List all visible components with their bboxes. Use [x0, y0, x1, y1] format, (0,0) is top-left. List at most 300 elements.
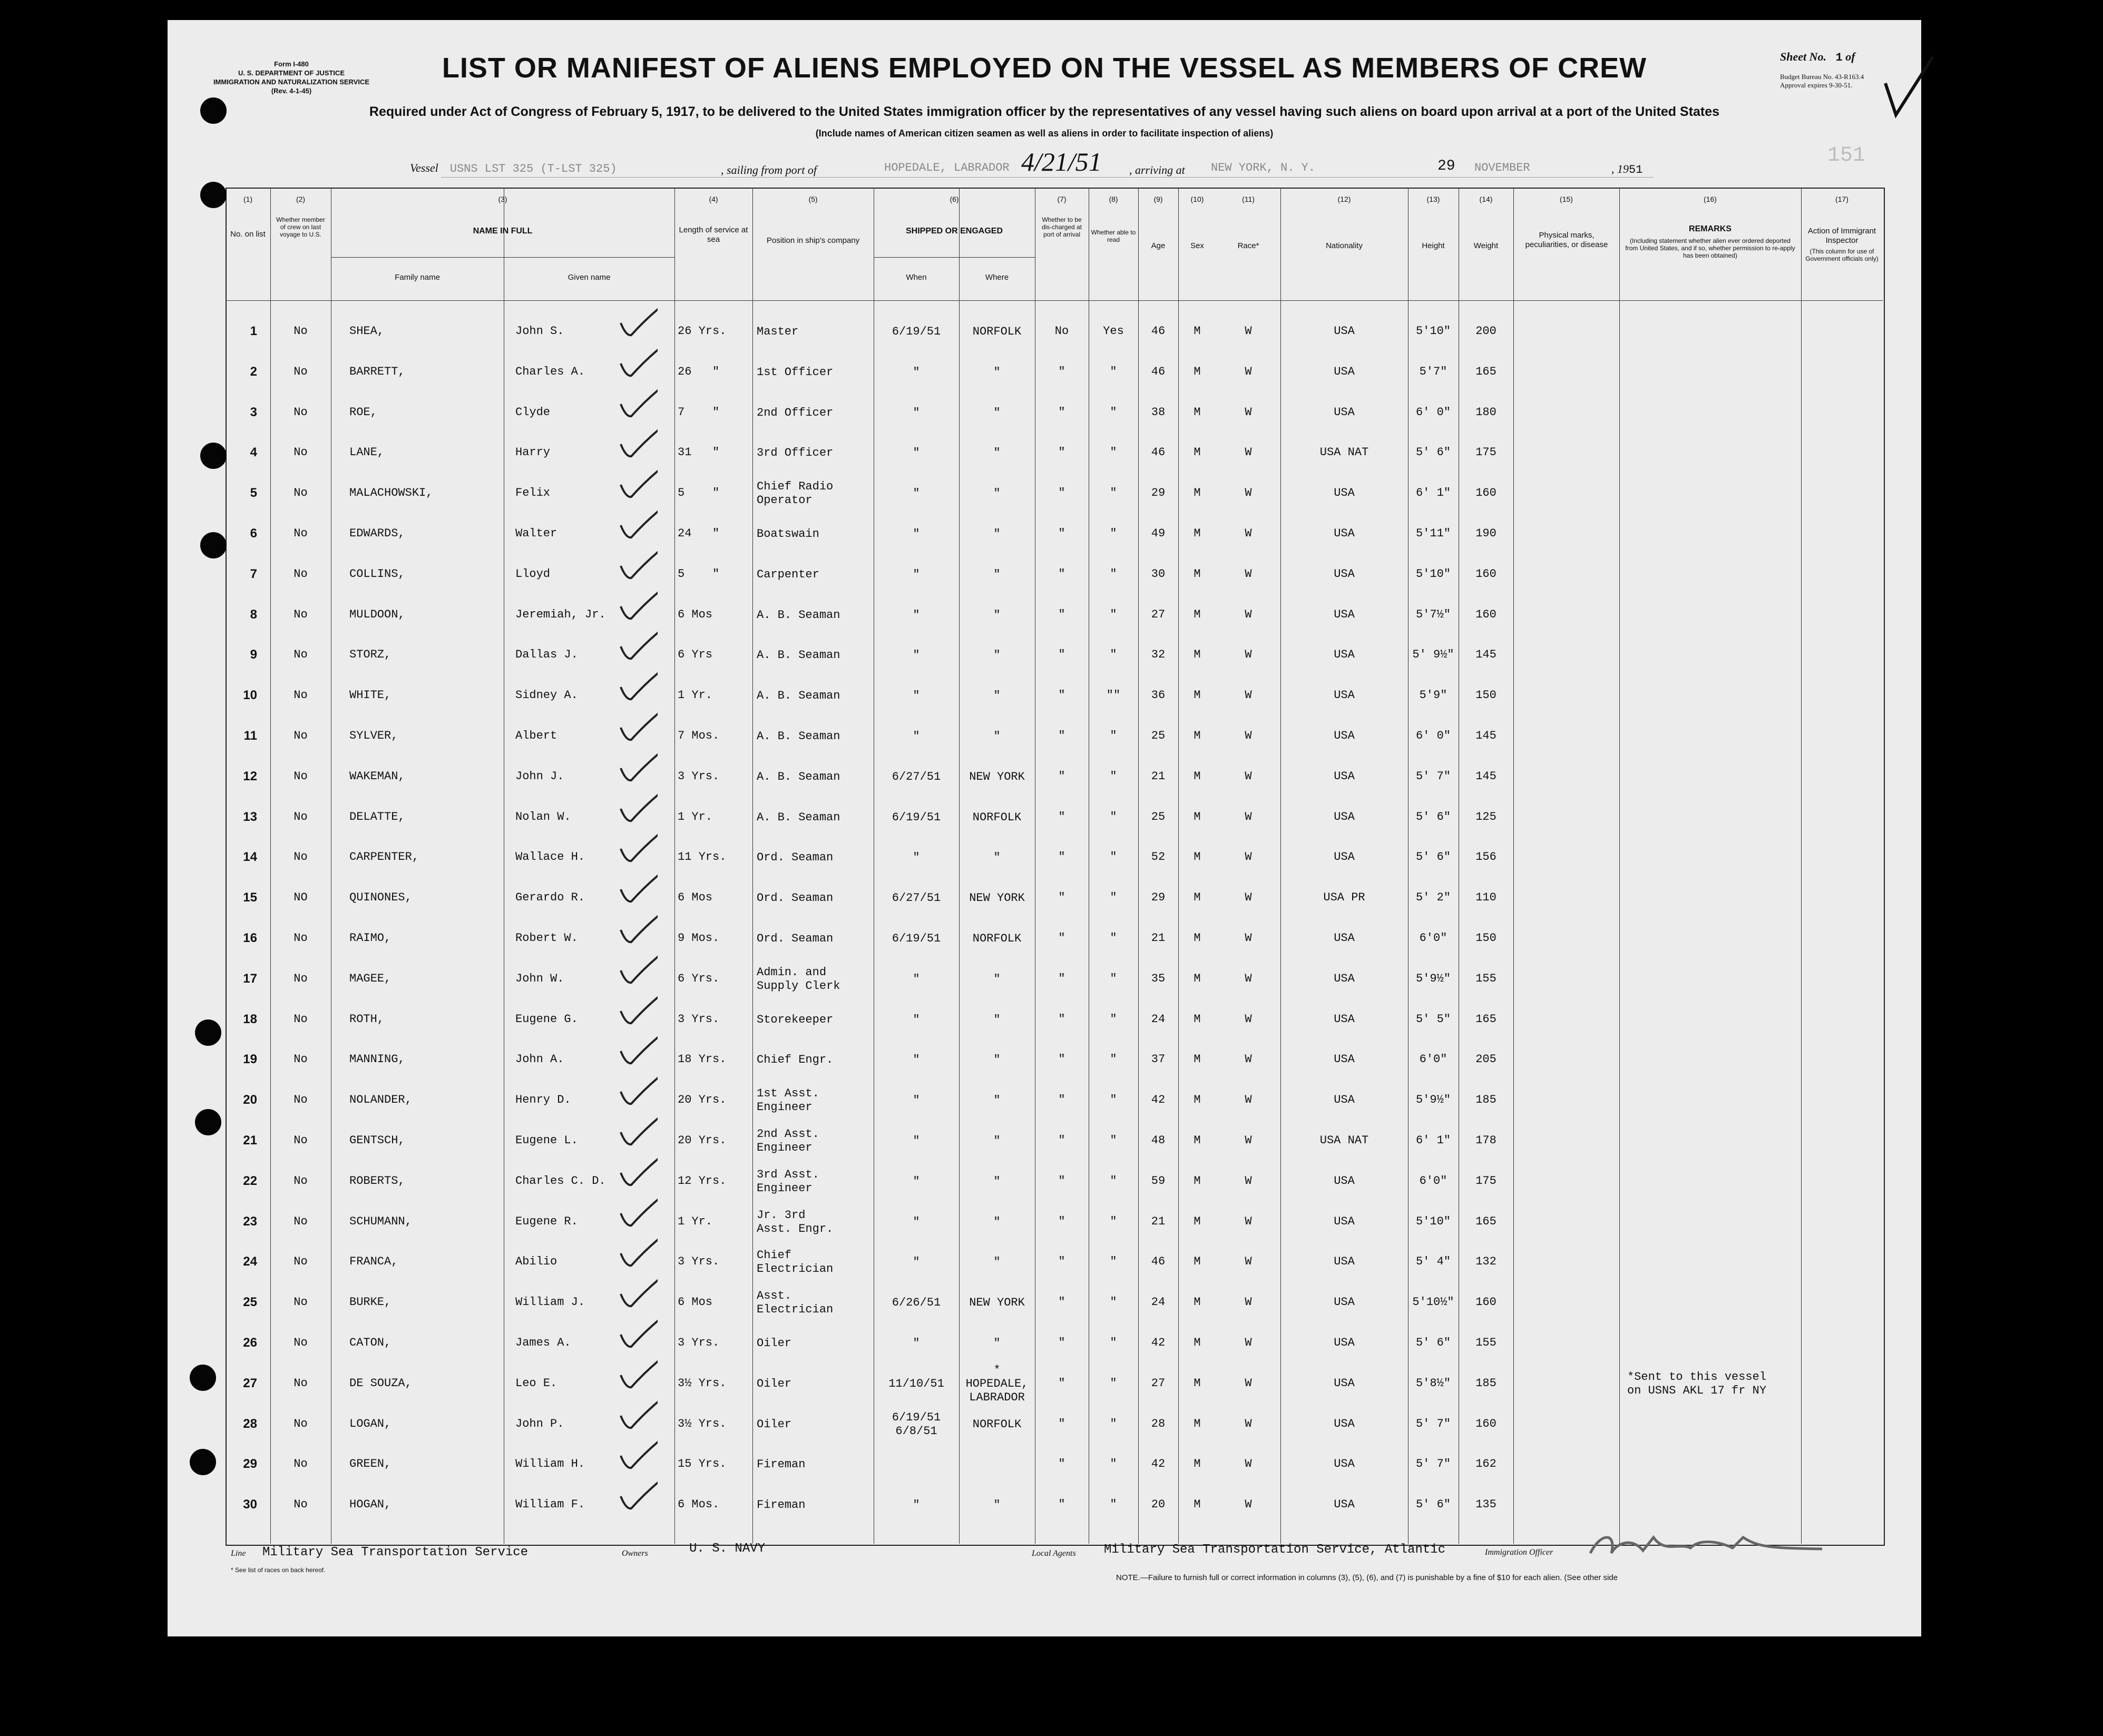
- sex: M: [1194, 486, 1201, 500]
- height: 5'10": [1415, 325, 1451, 338]
- length-of-service: 26 Yrs.: [678, 325, 727, 338]
- shipped-where: ": [993, 1256, 1001, 1269]
- check-mark-icon: [615, 466, 658, 503]
- weight: 145: [1475, 729, 1496, 742]
- shipped-when: ": [913, 487, 920, 501]
- nationality: USA: [1334, 325, 1355, 338]
- given-name: Wallace H.: [515, 850, 585, 864]
- position: 1st Asst. Engineer: [757, 1087, 819, 1114]
- weight: 205: [1475, 1053, 1496, 1066]
- weight: 145: [1475, 769, 1496, 783]
- last-voyage: No: [294, 1053, 308, 1066]
- shipped-when: ": [913, 1134, 920, 1147]
- length-of-service: 6 Mos: [678, 607, 713, 621]
- family-name: MULDOON,: [349, 607, 405, 621]
- last-voyage: No: [294, 729, 308, 742]
- column-number: (5): [808, 195, 818, 203]
- manifest-sheet: [168, 20, 1921, 1636]
- nationality: USA: [1334, 405, 1355, 419]
- height: 5'7½": [1415, 607, 1451, 621]
- sex: M: [1194, 1376, 1201, 1390]
- family-name: SCHUMANN,: [349, 1214, 412, 1228]
- department: U. S. DEPARTMENT OF JUSTICE: [238, 69, 345, 77]
- shipped-where: ": [993, 1215, 1001, 1229]
- length-of-service: 31 ": [678, 446, 720, 459]
- punch-hole: [195, 1109, 221, 1135]
- subnote: (Include names of American citizen seamen as well as aliens in order to facilitate inspection of aliens): [815, 128, 1274, 139]
- footer-line-label: Line: [231, 1549, 246, 1558]
- last-voyage: No: [294, 486, 308, 500]
- column-number: (1): [243, 195, 253, 203]
- height: 5' 6": [1415, 810, 1451, 823]
- race: W: [1245, 1053, 1252, 1066]
- discharged: ": [1058, 405, 1065, 419]
- family-name: LOGAN,: [349, 1417, 392, 1430]
- position: Fireman: [757, 1458, 806, 1472]
- position: Oiler: [757, 1337, 792, 1350]
- family-name: CARPENTER,: [349, 850, 419, 864]
- col-position: Position in ship's company: [766, 236, 860, 245]
- height: 5'8½": [1415, 1376, 1451, 1390]
- column-number: (7): [1057, 195, 1067, 203]
- position: 2nd Asst. Engineer: [757, 1127, 819, 1154]
- discharged: ": [1058, 1134, 1065, 1147]
- check-mark-icon: [615, 669, 658, 705]
- given-name: Gerardo R.: [515, 891, 585, 905]
- family-name: MAGEE,: [349, 972, 392, 985]
- position: 3rd Asst. Engineer: [757, 1168, 819, 1195]
- race: W: [1245, 1376, 1252, 1390]
- family-name: ROBERTS,: [349, 1174, 405, 1188]
- length-of-service: 15 Yrs.: [678, 1457, 727, 1471]
- sex: M: [1194, 729, 1201, 742]
- height: 5'9": [1419, 689, 1447, 702]
- discharged: ": [1058, 527, 1065, 540]
- nationality: USA: [1334, 689, 1355, 702]
- row-number: 29: [243, 1457, 257, 1472]
- position: A. B. Seaman: [757, 689, 840, 703]
- race: W: [1245, 891, 1252, 905]
- able-to-read: ": [1110, 729, 1117, 742]
- given-name: Henry D.: [515, 1093, 571, 1107]
- race: W: [1245, 850, 1252, 864]
- able-to-read: ": [1110, 527, 1117, 540]
- age: 42: [1151, 1336, 1166, 1349]
- able-to-read: ": [1110, 1498, 1117, 1512]
- nationality: USA: [1334, 1012, 1355, 1026]
- check-mark-icon: [615, 1195, 658, 1232]
- nationality: USA: [1334, 486, 1355, 500]
- family-name: QUINONES,: [349, 891, 412, 905]
- length-of-service: 24 ": [678, 527, 720, 540]
- given-name: Charles C. D.: [515, 1174, 606, 1188]
- weight: 200: [1475, 325, 1496, 338]
- row-number: 14: [243, 850, 257, 865]
- nationality: USA: [1334, 1174, 1355, 1188]
- weight: 155: [1475, 1336, 1496, 1349]
- row-number: 16: [243, 931, 257, 945]
- age: 27: [1151, 607, 1166, 621]
- age: 52: [1151, 850, 1166, 864]
- family-name: LANE,: [349, 446, 385, 459]
- nationality: USA: [1334, 527, 1355, 540]
- last-voyage: No: [294, 1174, 308, 1188]
- race: W: [1245, 1417, 1252, 1430]
- length-of-service: 7 ": [678, 405, 720, 419]
- punch-hole: [190, 1365, 216, 1391]
- vessel-line: [410, 161, 617, 175]
- row-number: 22: [243, 1173, 257, 1188]
- col-given-name: Given name: [568, 273, 611, 282]
- age: 35: [1151, 972, 1166, 985]
- position: 3rd Officer: [757, 446, 834, 460]
- race: W: [1245, 1134, 1252, 1147]
- age: 37: [1151, 1053, 1166, 1066]
- discharged: ": [1058, 486, 1065, 500]
- punch-hole: [195, 1019, 221, 1046]
- footer-agents-label: Local Agents: [1032, 1549, 1076, 1558]
- shipped-when: ": [913, 730, 920, 743]
- shipped-where: ": [993, 689, 1001, 703]
- shipped-where: NORFOLK: [972, 810, 1022, 824]
- given-name: Clyde: [515, 405, 551, 419]
- row-number: 12: [243, 769, 257, 783]
- nationality: USA: [1334, 729, 1355, 742]
- check-mark-icon: [615, 1397, 658, 1434]
- given-name: Leo E.: [515, 1376, 557, 1390]
- row-number: 2: [250, 364, 257, 379]
- col-no-on-list: No. on list: [230, 230, 266, 239]
- col-weight: Weight: [1473, 241, 1499, 250]
- able-to-read: ": [1110, 1457, 1117, 1471]
- discharged: ": [1058, 850, 1065, 864]
- length-of-service: 3 Yrs.: [678, 1012, 720, 1026]
- col-family-name: Family name: [395, 273, 440, 282]
- position: A. B. Seaman: [757, 730, 840, 743]
- length-of-service: 6 Mos.: [678, 1498, 720, 1512]
- row-number: 3: [250, 405, 257, 419]
- position: Chief Electrician: [757, 1249, 834, 1276]
- length-of-service: 6 Yrs.: [678, 972, 720, 985]
- race: W: [1245, 1336, 1252, 1349]
- last-voyage: No: [294, 931, 308, 945]
- sheet-label: Sheet No.: [1780, 50, 1826, 63]
- able-to-read: ": [1110, 607, 1117, 621]
- shipped-where: NORFOLK: [972, 932, 1022, 945]
- family-name: FRANCA,: [349, 1255, 398, 1269]
- length-of-service: 18 Yrs.: [678, 1053, 727, 1066]
- weight: 165: [1475, 1012, 1496, 1026]
- vessel-label: Vessel: [410, 161, 438, 174]
- height: 5' 5": [1415, 1012, 1451, 1026]
- race: W: [1245, 446, 1252, 459]
- row-number: 13: [243, 809, 257, 824]
- row-number: 5: [250, 486, 257, 501]
- arrive-year-value: 51: [1629, 163, 1643, 176]
- race: W: [1245, 1296, 1252, 1309]
- race: W: [1245, 729, 1252, 742]
- shipped-when: ": [913, 689, 920, 703]
- family-name: HOGAN,: [349, 1498, 392, 1512]
- column-number: (13): [1426, 195, 1440, 203]
- height: 6'0": [1419, 1174, 1447, 1188]
- last-voyage: No: [294, 446, 308, 459]
- position: A. B. Seaman: [757, 810, 840, 824]
- sex: M: [1194, 607, 1201, 621]
- shipped-where: ": [993, 446, 1001, 460]
- row-number: 20: [243, 1093, 257, 1107]
- able-to-read: Yes: [1103, 325, 1124, 338]
- race: W: [1245, 689, 1252, 702]
- sex: M: [1194, 1498, 1201, 1512]
- able-to-read: ": [1110, 567, 1117, 581]
- col-nationality: Nationality: [1325, 241, 1363, 250]
- age: 20: [1151, 1498, 1166, 1512]
- arrive-year: [1611, 162, 1642, 176]
- col-shipped-when: When: [906, 273, 927, 282]
- row-number: 1: [250, 324, 257, 338]
- row-number: 8: [250, 607, 257, 622]
- nationality: USA: [1334, 1214, 1355, 1228]
- shipped-where: ": [993, 527, 1001, 541]
- weight: 160: [1475, 1296, 1496, 1309]
- nationality: USA: [1334, 1255, 1355, 1269]
- nationality: USA: [1334, 1457, 1355, 1471]
- length-of-service: 26 ": [678, 365, 720, 378]
- family-name: DELATTE,: [349, 810, 405, 823]
- length-of-service: 20 Yrs.: [678, 1093, 727, 1107]
- shipped-when: ": [913, 1498, 920, 1512]
- shipped-when: ": [913, 1215, 920, 1229]
- able-to-read: ": [1110, 486, 1117, 500]
- able-to-read: ": [1110, 1012, 1117, 1026]
- shipped-when: 6/26/51: [892, 1296, 941, 1310]
- shipped-where: ": [993, 972, 1001, 986]
- age: 29: [1151, 486, 1166, 500]
- age: 36: [1151, 689, 1166, 702]
- nationality: USA PR: [1323, 891, 1365, 905]
- row-number: 25: [243, 1295, 257, 1310]
- given-name: John S.: [515, 325, 564, 338]
- height: 5'11": [1415, 527, 1451, 540]
- weight: 185: [1475, 1376, 1496, 1390]
- row-number: 9: [250, 648, 257, 662]
- position: A. B. Seaman: [757, 770, 840, 783]
- shipped-where: ": [993, 851, 1001, 865]
- last-voyage: No: [294, 810, 308, 823]
- punch-hole: [190, 1449, 216, 1475]
- given-name: Eugene G.: [515, 1012, 578, 1026]
- given-name: John P.: [515, 1417, 564, 1430]
- sex: M: [1194, 1457, 1201, 1471]
- discharged: ": [1058, 1012, 1065, 1026]
- length-of-service: 6 Yrs: [678, 648, 713, 662]
- length-of-service: 7 Mos.: [678, 729, 720, 742]
- row-number: 30: [243, 1497, 257, 1512]
- length-of-service: 5 ": [678, 567, 720, 581]
- shipped-where: ": [993, 730, 1001, 743]
- position: A. B. Seaman: [757, 608, 840, 622]
- shipped-when: 6/27/51: [892, 891, 941, 905]
- race: W: [1245, 769, 1252, 783]
- sex: M: [1194, 1012, 1201, 1026]
- footer-owners-label: Owners: [622, 1549, 648, 1558]
- officer-signature: [1585, 1527, 1827, 1569]
- last-voyage: No: [294, 1296, 308, 1309]
- form-number: Form I-480: [274, 60, 309, 68]
- length-of-service: 3 Yrs.: [678, 1336, 720, 1349]
- able-to-read: ": [1110, 1214, 1117, 1228]
- age: 46: [1151, 1255, 1166, 1269]
- race: W: [1245, 648, 1252, 662]
- family-name: MANNING,: [349, 1053, 405, 1066]
- row-number: 18: [243, 1012, 257, 1026]
- able-to-read: ": [1110, 972, 1117, 985]
- discharged: ": [1058, 567, 1065, 581]
- shipped-when: ": [913, 649, 920, 662]
- discharged: ": [1058, 1417, 1065, 1430]
- approval-expiry: Approval expires 9-30-51.: [1780, 81, 1853, 89]
- age: 46: [1151, 365, 1166, 378]
- family-name: CATON,: [349, 1336, 392, 1349]
- last-voyage: No: [294, 405, 308, 419]
- column-number: (10): [1190, 195, 1204, 203]
- nationality: USA: [1334, 1417, 1355, 1430]
- discharged: ": [1058, 365, 1065, 378]
- weight: 160: [1475, 1417, 1496, 1430]
- weight: 160: [1475, 567, 1496, 581]
- row-number: 17: [243, 971, 257, 986]
- age: 46: [1151, 325, 1166, 338]
- last-voyage: No: [294, 325, 308, 338]
- footer-owners-value: U. S. NAVY: [689, 1542, 766, 1556]
- last-voyage: No: [294, 607, 308, 621]
- weight: 155: [1475, 972, 1496, 985]
- discharged: ": [1058, 769, 1065, 783]
- shipped-where: NEW YORK: [969, 891, 1025, 905]
- col-inspector-note: (This column for use of Government officials only): [1805, 248, 1879, 262]
- weight: 150: [1475, 689, 1496, 702]
- check-mark-icon: [615, 830, 658, 867]
- position: Master: [757, 325, 799, 338]
- race: W: [1245, 1255, 1252, 1269]
- sex: M: [1194, 1093, 1201, 1107]
- position: Storekeeper: [757, 1013, 834, 1026]
- race: W: [1245, 1012, 1252, 1026]
- discharged: ": [1058, 1336, 1065, 1349]
- race: W: [1245, 527, 1252, 540]
- check-mark-icon: [615, 1154, 658, 1191]
- column-number: (12): [1337, 195, 1351, 203]
- weight: 110: [1475, 891, 1496, 905]
- last-voyage: No: [294, 1012, 308, 1026]
- nationality: USA: [1334, 769, 1355, 783]
- able-to-read: ": [1110, 891, 1117, 905]
- shipped-where: ": [993, 1498, 1001, 1512]
- given-name: James A.: [515, 1336, 571, 1349]
- length-of-service: 20 Yrs.: [678, 1134, 727, 1147]
- age: 42: [1151, 1093, 1166, 1107]
- given-name: Harry: [515, 446, 551, 459]
- weight: 162: [1475, 1457, 1496, 1471]
- weight: 150: [1475, 931, 1496, 945]
- discharged: No: [1054, 325, 1069, 338]
- check-mark-icon: [615, 952, 658, 989]
- height: 5' 6": [1415, 1498, 1451, 1512]
- col-remarks: REMARKS: [1689, 224, 1732, 233]
- punch-hole: [200, 97, 227, 124]
- check-mark-icon: [615, 1478, 658, 1515]
- position: A. B. Seaman: [757, 649, 840, 662]
- given-name: Walter: [515, 527, 557, 540]
- page-stamp: 151: [1827, 144, 1866, 168]
- column-number: (9): [1153, 195, 1163, 203]
- last-voyage: No: [294, 1255, 308, 1269]
- age: 29: [1151, 891, 1166, 905]
- able-to-read: ": [1110, 1255, 1117, 1269]
- height: 5' 6": [1415, 446, 1451, 459]
- shipped-where: ": [993, 1013, 1001, 1026]
- sex: M: [1194, 972, 1201, 985]
- sex: M: [1194, 325, 1201, 338]
- check-mark-icon: [615, 709, 658, 746]
- sex: M: [1194, 1134, 1201, 1147]
- header-bottom-rule: [226, 300, 1883, 301]
- age: 30: [1151, 567, 1166, 581]
- column-number: (4): [709, 195, 718, 203]
- col-inspector-action: Action of Immigrant Inspector: [1807, 227, 1876, 245]
- given-name: Jeremiah, Jr.: [515, 607, 606, 621]
- col-able-read: Whether able to read: [1091, 229, 1136, 243]
- check-mark-icon: [615, 790, 658, 827]
- arriving-label: , arriving at: [1129, 163, 1185, 176]
- col-physical-marks: Physical marks, peculiarities, or disease: [1525, 231, 1608, 249]
- last-voyage: No: [294, 972, 308, 985]
- height: 5'9½": [1415, 972, 1451, 985]
- check-mark-icon: [615, 1073, 658, 1110]
- nationality: USA NAT: [1319, 1134, 1369, 1147]
- discharged: ": [1058, 972, 1065, 985]
- check-mark-icon: [615, 1114, 658, 1151]
- shipped-when: 6/19/51: [892, 810, 941, 824]
- position: Ord. Seaman: [757, 851, 834, 865]
- able-to-read: ": [1110, 810, 1117, 823]
- sex: M: [1194, 1174, 1201, 1188]
- length-of-service: 6 Mos: [678, 891, 713, 905]
- row-number: 28: [243, 1416, 257, 1431]
- nationality: USA: [1334, 1336, 1355, 1349]
- nationality: USA: [1334, 648, 1355, 662]
- sex: M: [1194, 1214, 1201, 1228]
- discharged: ": [1058, 729, 1065, 742]
- family-name: STORZ,: [349, 648, 392, 662]
- discharged: ": [1058, 446, 1065, 459]
- height: 6' 1": [1415, 1134, 1451, 1147]
- shipped-when: 11/10/51: [888, 1377, 944, 1390]
- punch-hole: [200, 182, 227, 208]
- shipped-when: ": [913, 446, 920, 460]
- row-number: 11: [243, 729, 257, 743]
- given-name: William H.: [515, 1457, 585, 1471]
- column-number: (6): [950, 195, 959, 203]
- given-name: Sidney A.: [515, 689, 578, 702]
- shipped-when: ": [913, 1094, 920, 1107]
- length-of-service: 1 Yr.: [678, 1214, 713, 1228]
- shipped-when: ": [913, 1053, 920, 1067]
- age: 32: [1151, 648, 1166, 662]
- shipped-where: ": [993, 567, 1001, 581]
- able-to-read: ": [1110, 1376, 1117, 1390]
